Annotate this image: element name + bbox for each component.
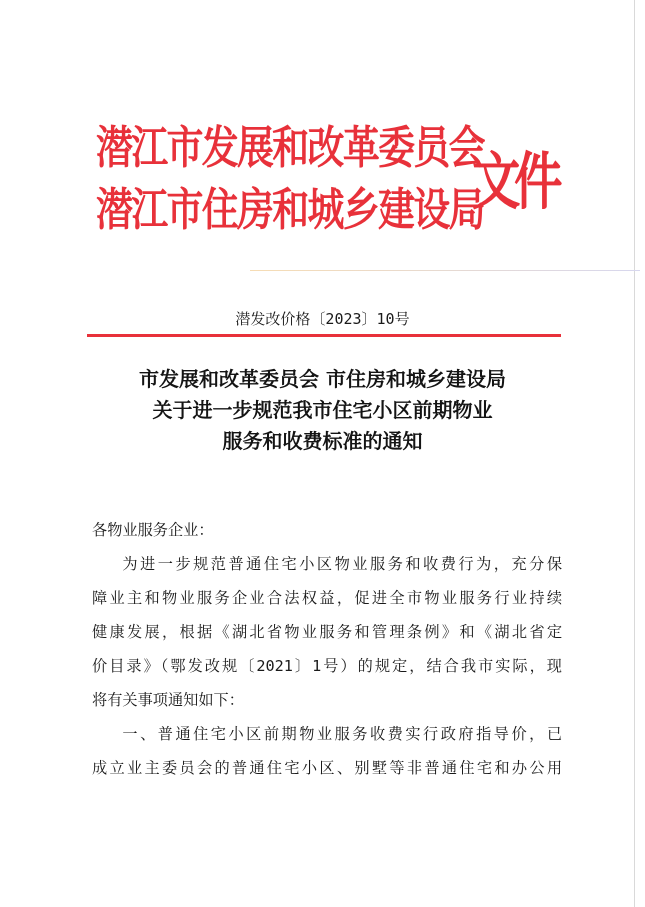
salutation: 各物业服务企业： xyxy=(92,521,214,539)
paragraph-1-line-5: 将有关事项通知如下： xyxy=(92,691,244,709)
issuer-name-1: 潜江市发展和改革委员会 xyxy=(96,121,484,174)
document-body xyxy=(92,513,562,785)
title-line-1: 市发展和改革委员会 市住房和城乡建设局 xyxy=(139,367,506,391)
red-header xyxy=(96,122,566,252)
document-number: 潜发改价格〔2023〕10号 xyxy=(235,310,410,328)
red-divider xyxy=(87,334,561,337)
paragraph-1-line-4: 价目录》（鄂发改规〔2021〕1号）的规定，结合我市实际，现 xyxy=(92,657,562,675)
paragraph-1-line-1: 为进一步规范普通住宅小区物业服务和收费行为，充分保 xyxy=(122,555,562,573)
title-line-3: 服务和收费标准的通知 xyxy=(222,429,423,453)
paragraph-1-line-2: 障业主和物业服务企业合法权益，促进全市物业服务行业持续 xyxy=(92,589,562,607)
paragraph-2-line-1: 一、普通住宅小区前期物业服务收费实行政府指导价，已 xyxy=(122,725,562,743)
document-title xyxy=(0,364,645,457)
title-line-2: 关于进一步规范我市住宅小区前期物业 xyxy=(152,398,493,422)
paragraph-1-line-3: 健康发展，根据《湖北省物业服务和管理条例》和《湖北省定 xyxy=(92,623,562,641)
paragraph-2-line-2: 成立业主委员会的普通住宅小区、别墅等非普通住宅和办公用 xyxy=(92,759,562,777)
issuer-name-2: 潜江市住房和城乡建设局 xyxy=(96,183,484,236)
faint-divider xyxy=(250,270,640,271)
document-word: 文件 xyxy=(472,145,557,218)
